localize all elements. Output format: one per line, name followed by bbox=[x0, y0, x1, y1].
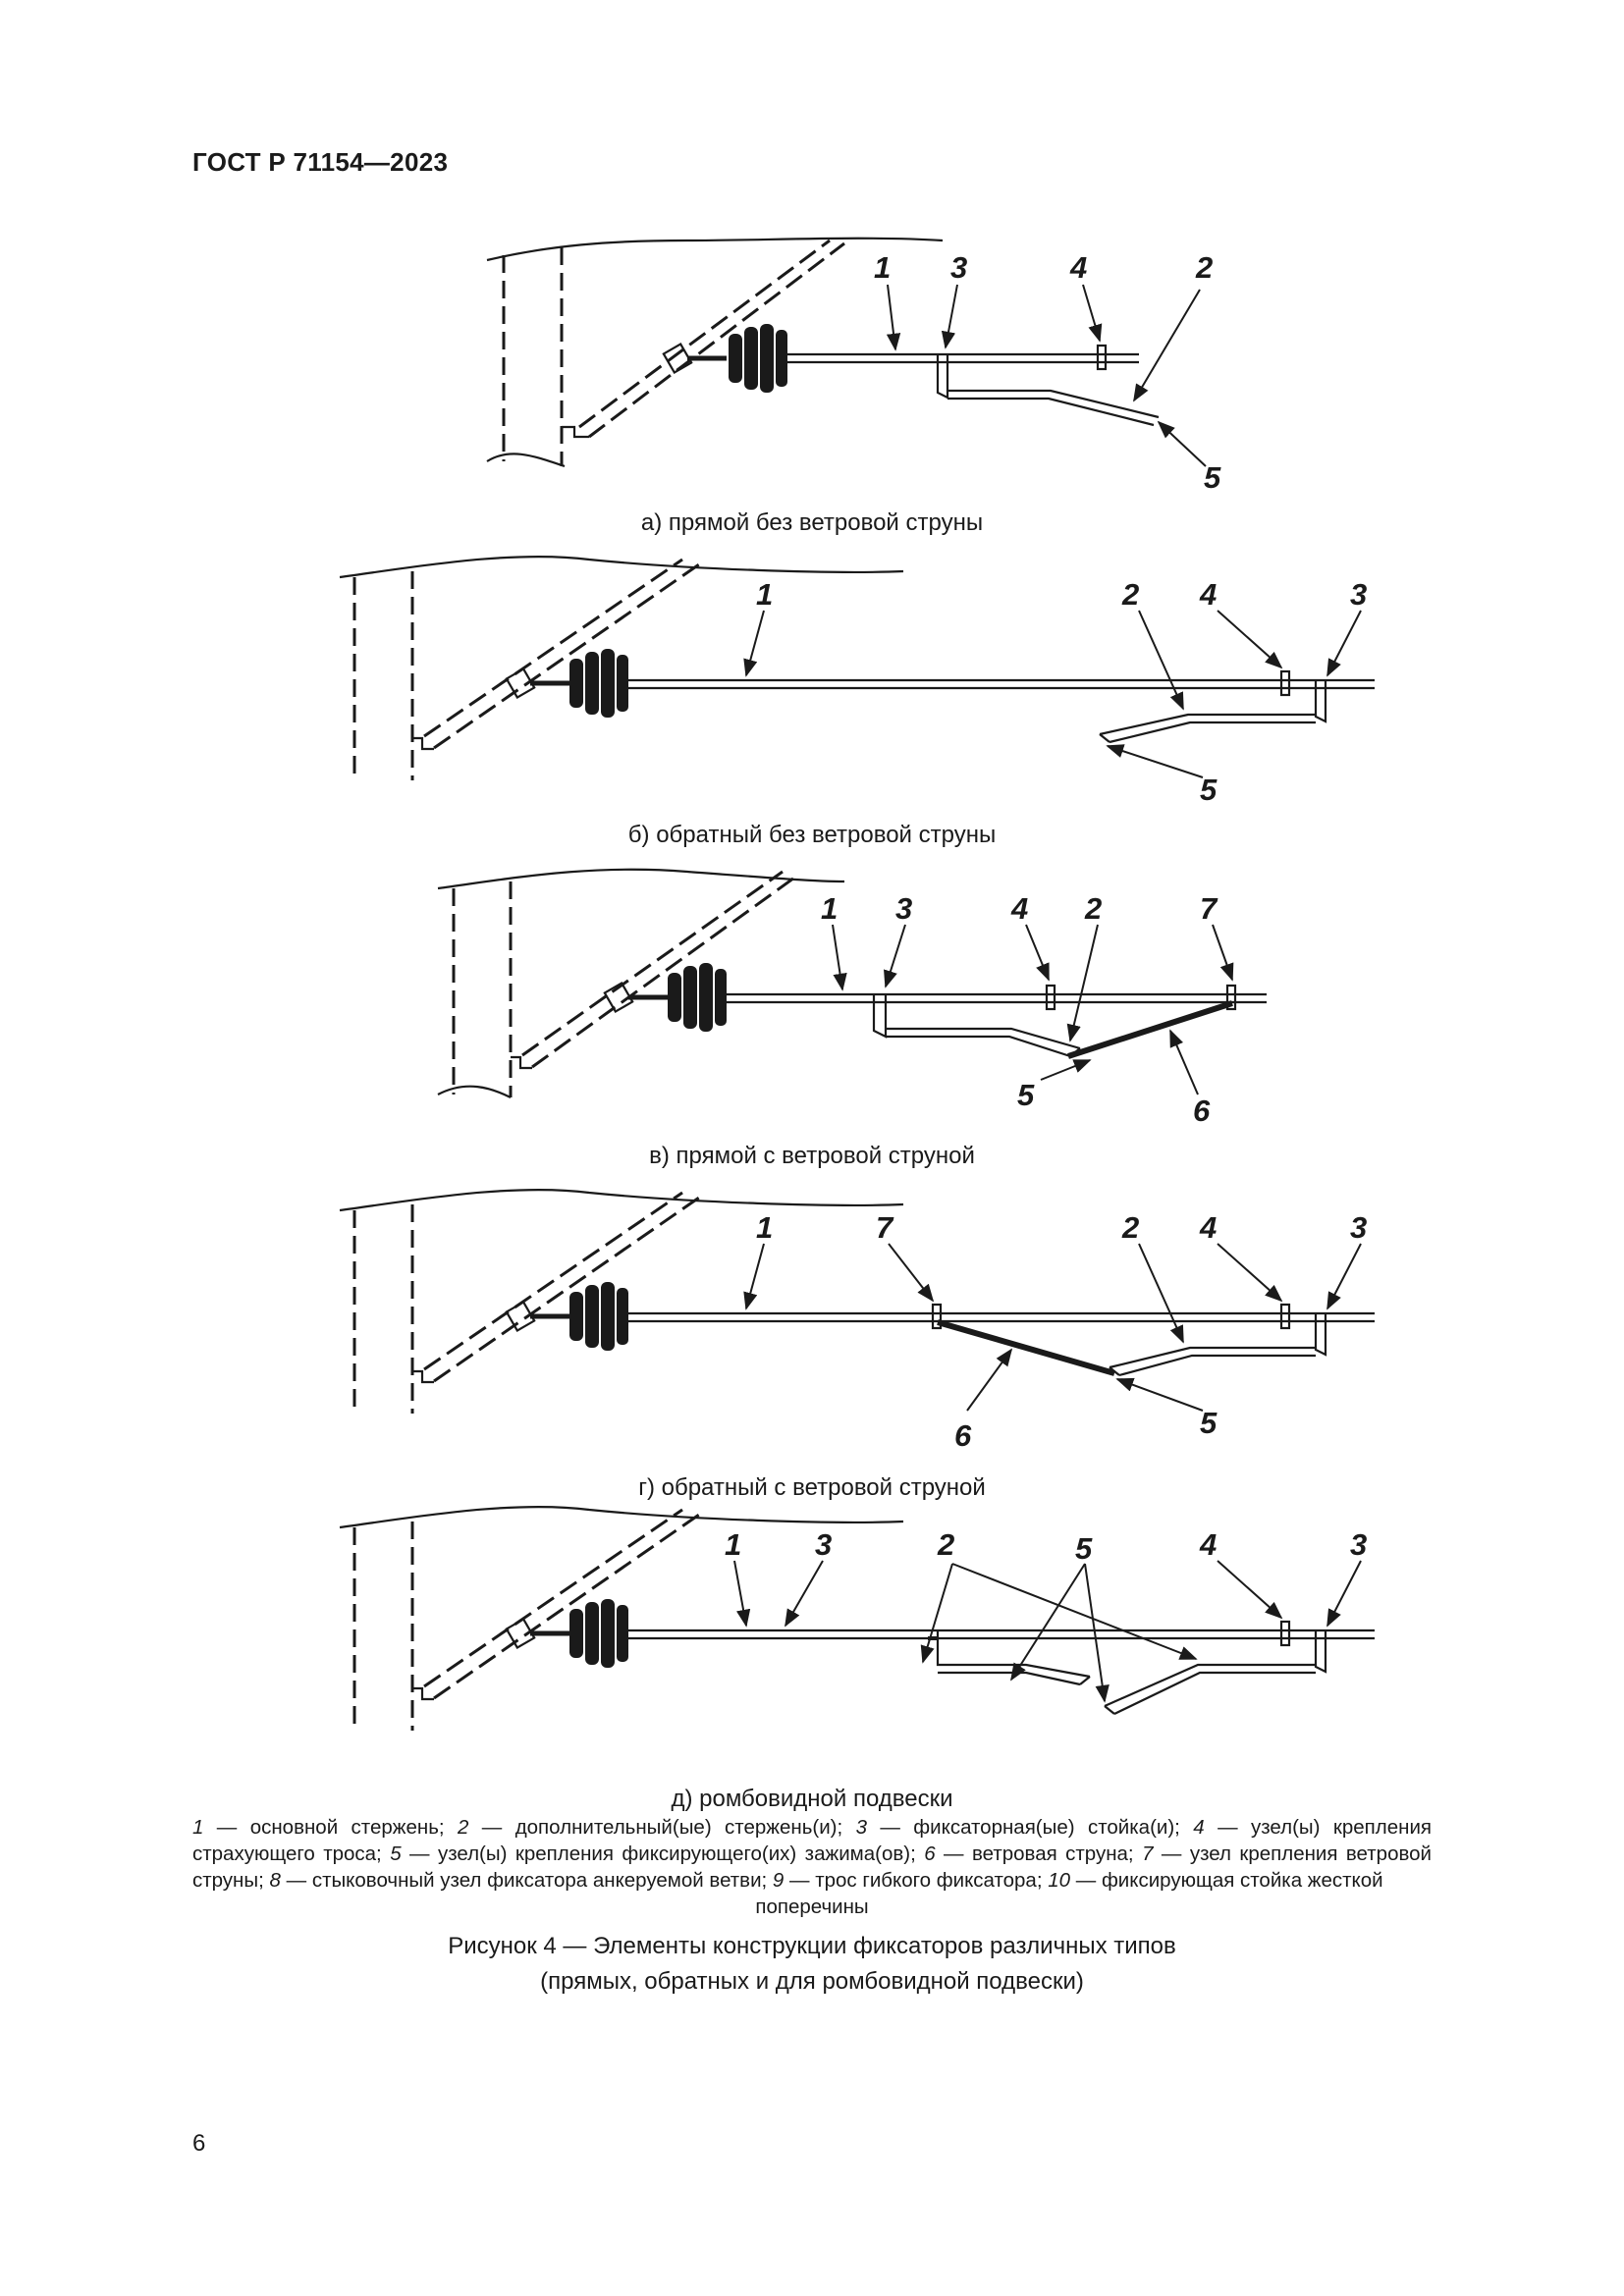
callout-3: 3 bbox=[1350, 577, 1368, 612]
figure-b bbox=[0, 550, 1624, 815]
callout-5: 5 bbox=[1200, 1406, 1218, 1440]
legend-item: 10 — фиксирующая стойка жесткой bbox=[1048, 1869, 1383, 1892]
callout-5: 5 bbox=[1075, 1531, 1093, 1566]
legend-item: 5 — узел(ы) крепления фиксирующего(их) зажима(ов); bbox=[390, 1842, 925, 1865]
document-header: ГОСТ Р 71154—2023 bbox=[192, 147, 449, 177]
figure-c bbox=[0, 864, 1624, 1144]
callout-5: 5 bbox=[1200, 773, 1218, 807]
callout-2: 2 bbox=[1122, 1210, 1140, 1245]
legend-item: 8 — стыковочный узел фиксатора анкеруемой ветви; bbox=[269, 1869, 773, 1892]
callout-1: 1 bbox=[821, 891, 839, 926]
figure-b-caption: б) обратный без ветровой струны bbox=[627, 822, 997, 848]
legend-item: 2 — дополнительный(ые) стержень(и); bbox=[457, 1816, 856, 1839]
legend-item: 1 — основной стержень; bbox=[192, 1816, 458, 1839]
callout-5: 5 bbox=[1204, 460, 1221, 495]
callout-7: 7 bbox=[876, 1210, 893, 1245]
figure-title bbox=[0, 1929, 1624, 2000]
legend-item: 7 — узел крепления ветровой струны; bbox=[192, 1842, 1432, 1892]
figure-c-drawing bbox=[0, 864, 1624, 1144]
legend-last-line: поперечины bbox=[755, 1896, 869, 1918]
figure-a-drawing bbox=[0, 226, 1624, 501]
callout-4: 4 bbox=[1200, 1527, 1218, 1562]
legend-item: 3 — фиксаторная(ые) стойка(и); bbox=[855, 1816, 1194, 1839]
callout-3b: 3 bbox=[1350, 1527, 1368, 1562]
legend-item: 4 — узел(ы) крепления страхующего троса; bbox=[192, 1816, 1432, 1865]
callout-2: 2 bbox=[938, 1527, 955, 1562]
page-number: 6 bbox=[192, 2130, 206, 2157]
figure-a-caption: а) прямой без ветровой струны bbox=[640, 509, 984, 536]
callout-6: 6 bbox=[1193, 1094, 1211, 1128]
callout-2: 2 bbox=[1085, 891, 1103, 926]
figure-d bbox=[0, 1500, 1624, 1785]
callout-2: 2 bbox=[1122, 577, 1140, 612]
figure-g-caption: г) обратный с ветровой струной bbox=[638, 1474, 986, 1501]
callout-1: 1 bbox=[725, 1527, 742, 1562]
callout-1: 1 bbox=[756, 1210, 774, 1245]
callout-1: 1 bbox=[756, 577, 774, 612]
callout-1: 1 bbox=[874, 250, 892, 285]
legend-item: 9 — трос гибкого фиксатора; bbox=[772, 1869, 1049, 1892]
callout-4: 4 bbox=[1070, 250, 1088, 285]
figure-legend bbox=[192, 1814, 1432, 1920]
callout-3: 3 bbox=[895, 891, 913, 926]
figure-b-drawing bbox=[0, 550, 1624, 815]
callout-4: 4 bbox=[1200, 1210, 1218, 1245]
callout-4: 4 bbox=[1011, 891, 1029, 926]
figure-d-caption: д) ромбовидной подвески bbox=[671, 1786, 953, 1812]
figure-a bbox=[0, 226, 1624, 501]
callout-5: 5 bbox=[1017, 1078, 1035, 1112]
figure-g-svg bbox=[0, 1183, 1624, 1468]
callout-3: 3 bbox=[950, 250, 968, 285]
callout-6: 6 bbox=[954, 1418, 972, 1453]
figure-c-caption: в) прямой с ветровой струной bbox=[649, 1143, 975, 1169]
figure-title-line2: (прямых, обратных и для ромбовидной подвески) bbox=[540, 1968, 1084, 1995]
callout-7: 7 bbox=[1200, 891, 1218, 926]
figure-d-drawing bbox=[0, 1500, 1624, 1785]
callout-3: 3 bbox=[815, 1527, 833, 1562]
legend-item: 6 — ветровая струна; bbox=[924, 1842, 1143, 1865]
figure-title-line1: Рисунок 4 — Элементы конструкции фиксаторов различных типов bbox=[448, 1933, 1176, 1959]
callout-4: 4 bbox=[1200, 577, 1218, 612]
figure-g-drawing bbox=[0, 1183, 1624, 1468]
callout-3: 3 bbox=[1350, 1210, 1368, 1245]
callout-2: 2 bbox=[1196, 250, 1214, 285]
